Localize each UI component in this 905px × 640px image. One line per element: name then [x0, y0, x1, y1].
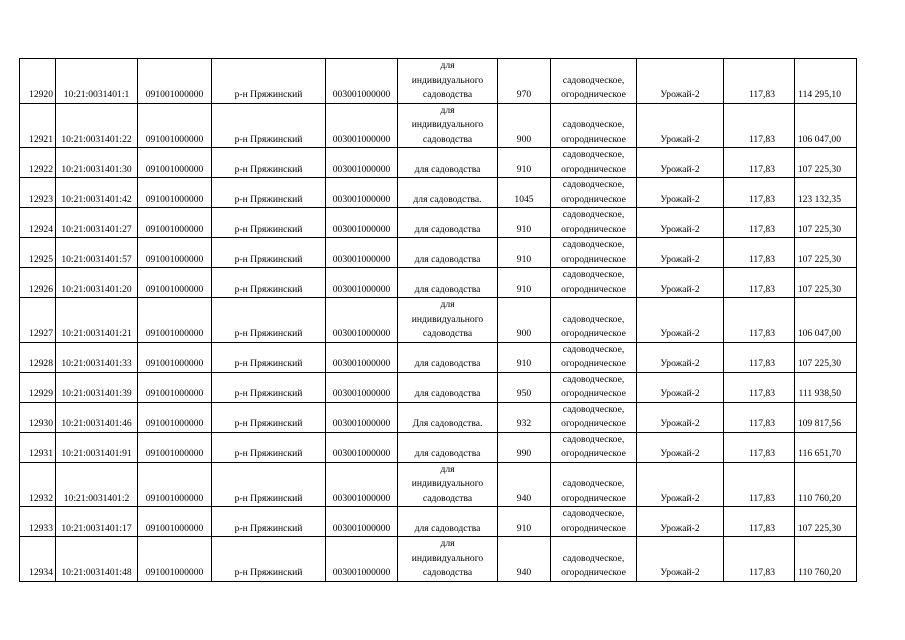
table-row	[20, 208, 857, 238]
code-cell: 091001000000	[138, 178, 212, 208]
code-cell: 091001000000	[138, 59, 212, 104]
cadastral-value-cell: 106 047,00	[795, 298, 857, 343]
zone-code-cell: 003001000000	[326, 178, 398, 208]
code-cell: 091001000000	[138, 298, 212, 343]
association-cell: Урожай-2	[637, 148, 724, 178]
code-cell: 091001000000	[138, 208, 212, 238]
use-category-cell: садоводческое, огородническое	[551, 372, 637, 402]
cadastral-value-cell: 107 225,30	[795, 342, 857, 372]
unit-value-cell: 117,83	[724, 268, 795, 298]
association-cell: Урожай-2	[637, 238, 724, 268]
permitted-use-cell: для индивидуального садоводства	[398, 103, 498, 148]
permitted-use-cell: для садоводства	[398, 238, 498, 268]
code-cell: 091001000000	[138, 462, 212, 507]
zone-code-cell: 003001000000	[326, 342, 398, 372]
table-row	[20, 432, 857, 462]
use-category-cell: садоводческое, огородническое	[551, 178, 637, 208]
zone-code-cell: 003001000000	[326, 462, 398, 507]
unit-value-cell: 117,83	[724, 59, 795, 104]
table-row	[20, 342, 857, 372]
cadastral-number-cell: 10:21:0031401:27	[56, 208, 138, 238]
association-cell: Урожай-2	[637, 59, 724, 104]
code-cell: 091001000000	[138, 238, 212, 268]
area-cell: 910	[498, 507, 551, 537]
cadastral-value-cell: 107 225,30	[795, 148, 857, 178]
cadastral-number-cell: 10:21:0031401:2	[56, 462, 138, 507]
permitted-use-cell: для индивидуального садоводства	[398, 462, 498, 507]
cadastral-number-cell: 10:21:0031401:42	[56, 178, 138, 208]
district-cell: р-н Пряжинский	[212, 432, 326, 462]
cadastral-value-cell: 107 225,30	[795, 268, 857, 298]
area-cell: 940	[498, 462, 551, 507]
use-category-cell: садоводческое, огородническое	[551, 59, 637, 104]
unit-value-cell: 117,83	[724, 462, 795, 507]
cadastral-number-cell: 10:21:0031401:46	[56, 402, 138, 432]
cadastral-value-cell: 106 047,00	[795, 103, 857, 148]
unit-value-cell: 117,83	[724, 298, 795, 343]
association-cell: Урожай-2	[637, 208, 724, 238]
unit-value-cell: 117,83	[724, 372, 795, 402]
permitted-use-cell: для садоводства	[398, 208, 498, 238]
district-cell: р-н Пряжинский	[212, 268, 326, 298]
cadastral-number-cell: 10:21:0031401:39	[56, 372, 138, 402]
district-cell: р-н Пряжинский	[212, 208, 326, 238]
unit-value-cell: 117,83	[724, 178, 795, 208]
district-cell: р-н Пряжинский	[212, 59, 326, 104]
permitted-use-cell: для индивидуального садоводства	[398, 298, 498, 343]
zone-code-cell: 003001000000	[326, 268, 398, 298]
association-cell: Урожай-2	[637, 372, 724, 402]
use-category-cell: садоводческое, огородническое	[551, 342, 637, 372]
permitted-use-cell: для садоводства	[398, 507, 498, 537]
cadastral-number-cell: 10:21:0031401:91	[56, 432, 138, 462]
association-cell: Урожай-2	[637, 432, 724, 462]
association-cell: Урожай-2	[637, 462, 724, 507]
zone-code-cell: 003001000000	[326, 208, 398, 238]
area-cell: 932	[498, 402, 551, 432]
cadastral-number-cell: 10:21:0031401:1	[56, 59, 138, 104]
permitted-use-cell: для садоводства	[398, 268, 498, 298]
district-cell: р-н Пряжинский	[212, 342, 326, 372]
area-cell: 910	[498, 268, 551, 298]
area-cell: 910	[498, 148, 551, 178]
row-number-cell: 12926	[20, 268, 56, 298]
unit-value-cell: 117,83	[724, 507, 795, 537]
cadastral-number-cell: 10:21:0031401:20	[56, 268, 138, 298]
cadastral-value-cell: 107 225,30	[795, 507, 857, 537]
area-cell: 950	[498, 372, 551, 402]
unit-value-cell: 117,83	[724, 103, 795, 148]
cadastral-value-cell: 109 817,56	[795, 402, 857, 432]
district-cell: р-н Пряжинский	[212, 298, 326, 343]
table-row	[20, 148, 857, 178]
unit-value-cell: 117,83	[724, 208, 795, 238]
code-cell: 091001000000	[138, 537, 212, 582]
cadastral-number-cell: 10:21:0031401:48	[56, 537, 138, 582]
zone-code-cell: 003001000000	[326, 507, 398, 537]
area-cell: 900	[498, 298, 551, 343]
district-cell: р-н Пряжинский	[212, 462, 326, 507]
table-row	[20, 59, 857, 104]
code-cell: 091001000000	[138, 342, 212, 372]
unit-value-cell: 117,83	[724, 238, 795, 268]
zone-code-cell: 003001000000	[326, 432, 398, 462]
cadastral-number-cell: 10:21:0031401:30	[56, 148, 138, 178]
area-cell: 910	[498, 238, 551, 268]
district-cell: р-н Пряжинский	[212, 507, 326, 537]
code-cell: 091001000000	[138, 507, 212, 537]
code-cell: 091001000000	[138, 268, 212, 298]
code-cell: 091001000000	[138, 402, 212, 432]
cadastral-value-cell: 123 132,35	[795, 178, 857, 208]
code-cell: 091001000000	[138, 148, 212, 178]
use-category-cell: садоводческое, огородническое	[551, 432, 637, 462]
cadastral-value-cell: 116 651,70	[795, 432, 857, 462]
row-number-cell: 12934	[20, 537, 56, 582]
row-number-cell: 12927	[20, 298, 56, 343]
permitted-use-cell: для индивидуального садоводства	[398, 59, 498, 104]
use-category-cell: садоводческое, огородническое	[551, 537, 637, 582]
row-number-cell: 12933	[20, 507, 56, 537]
use-category-cell: садоводческое, огородническое	[551, 103, 637, 148]
zone-code-cell: 003001000000	[326, 59, 398, 104]
zone-code-cell: 003001000000	[326, 238, 398, 268]
row-number-cell: 12922	[20, 148, 56, 178]
association-cell: Урожай-2	[637, 103, 724, 148]
permitted-use-cell: для садоводства	[398, 148, 498, 178]
row-number-cell: 12925	[20, 238, 56, 268]
row-number-cell: 12930	[20, 402, 56, 432]
district-cell: р-н Пряжинский	[212, 103, 326, 148]
permitted-use-cell: для садоводства	[398, 432, 498, 462]
use-category-cell: садоводческое, огородническое	[551, 507, 637, 537]
unit-value-cell: 117,83	[724, 432, 795, 462]
cadastral-number-cell: 10:21:0031401:33	[56, 342, 138, 372]
cadastral-number-cell: 10:21:0031401:57	[56, 238, 138, 268]
cadastral-value-cell: 107 225,30	[795, 208, 857, 238]
association-cell: Урожай-2	[637, 178, 724, 208]
area-cell: 1045	[498, 178, 551, 208]
zone-code-cell: 003001000000	[326, 148, 398, 178]
code-cell: 091001000000	[138, 372, 212, 402]
row-number-cell: 12924	[20, 208, 56, 238]
use-category-cell: садоводческое, огородническое	[551, 462, 637, 507]
district-cell: р-н Пряжинский	[212, 238, 326, 268]
cadastral-number-cell: 10:21:0031401:17	[56, 507, 138, 537]
row-number-cell: 12932	[20, 462, 56, 507]
table-row	[20, 238, 857, 268]
area-cell: 970	[498, 59, 551, 104]
row-number-cell: 12928	[20, 342, 56, 372]
cadastral-value-cell: 111 938,50	[795, 372, 857, 402]
district-cell: р-н Пряжинский	[212, 402, 326, 432]
unit-value-cell: 117,83	[724, 537, 795, 582]
district-cell: р-н Пряжинский	[212, 178, 326, 208]
use-category-cell: садоводческое, огородническое	[551, 148, 637, 178]
row-number-cell: 12920	[20, 59, 56, 104]
table-row	[20, 268, 857, 298]
use-category-cell: садоводческое, огородническое	[551, 268, 637, 298]
land-plots-table	[19, 58, 857, 582]
association-cell: Урожай-2	[637, 537, 724, 582]
association-cell: Урожай-2	[637, 402, 724, 432]
table-row	[20, 537, 857, 582]
permitted-use-cell: для садоводства	[398, 372, 498, 402]
table-row	[20, 507, 857, 537]
row-number-cell: 12923	[20, 178, 56, 208]
area-cell: 990	[498, 432, 551, 462]
district-cell: р-н Пряжинский	[212, 537, 326, 582]
table-body	[20, 59, 857, 582]
permitted-use-cell: для индивидуального садоводства	[398, 537, 498, 582]
table-row	[20, 298, 857, 343]
district-cell: р-н Пряжинский	[212, 372, 326, 402]
cadastral-value-cell: 110 760,20	[795, 537, 857, 582]
zone-code-cell: 003001000000	[326, 103, 398, 148]
zone-code-cell: 003001000000	[326, 298, 398, 343]
permitted-use-cell: для садоводства	[398, 342, 498, 372]
unit-value-cell: 117,83	[724, 402, 795, 432]
area-cell: 910	[498, 342, 551, 372]
permitted-use-cell: Для садоводства.	[398, 402, 498, 432]
zone-code-cell: 003001000000	[326, 372, 398, 402]
unit-value-cell: 117,83	[724, 148, 795, 178]
area-cell: 900	[498, 103, 551, 148]
use-category-cell: садоводческое, огородническое	[551, 238, 637, 268]
area-cell: 910	[498, 208, 551, 238]
table-row	[20, 402, 857, 432]
association-cell: Урожай-2	[637, 268, 724, 298]
row-number-cell: 12931	[20, 432, 56, 462]
row-number-cell: 12929	[20, 372, 56, 402]
use-category-cell: садоводческое, огородническое	[551, 402, 637, 432]
cadastral-value-cell: 110 760,20	[795, 462, 857, 507]
district-cell: р-н Пряжинский	[212, 148, 326, 178]
table-row	[20, 462, 857, 507]
cadastral-number-cell: 10:21:0031401:21	[56, 298, 138, 343]
code-cell: 091001000000	[138, 103, 212, 148]
cadastral-number-cell: 10:21:0031401:22	[56, 103, 138, 148]
cadastral-value-cell: 107 225,30	[795, 238, 857, 268]
code-cell: 091001000000	[138, 432, 212, 462]
use-category-cell: садоводческое, огородническое	[551, 208, 637, 238]
zone-code-cell: 003001000000	[326, 402, 398, 432]
association-cell: Урожай-2	[637, 298, 724, 343]
area-cell: 940	[498, 537, 551, 582]
table-row	[20, 103, 857, 148]
association-cell: Урожай-2	[637, 342, 724, 372]
zone-code-cell: 003001000000	[326, 537, 398, 582]
cadastral-value-cell: 114 295,10	[795, 59, 857, 104]
permitted-use-cell: для садоводства.	[398, 178, 498, 208]
table-row	[20, 178, 857, 208]
association-cell: Урожай-2	[637, 507, 724, 537]
unit-value-cell: 117,83	[724, 342, 795, 372]
row-number-cell: 12921	[20, 103, 56, 148]
table-row	[20, 372, 857, 402]
use-category-cell: садоводческое, огородническое	[551, 298, 637, 343]
